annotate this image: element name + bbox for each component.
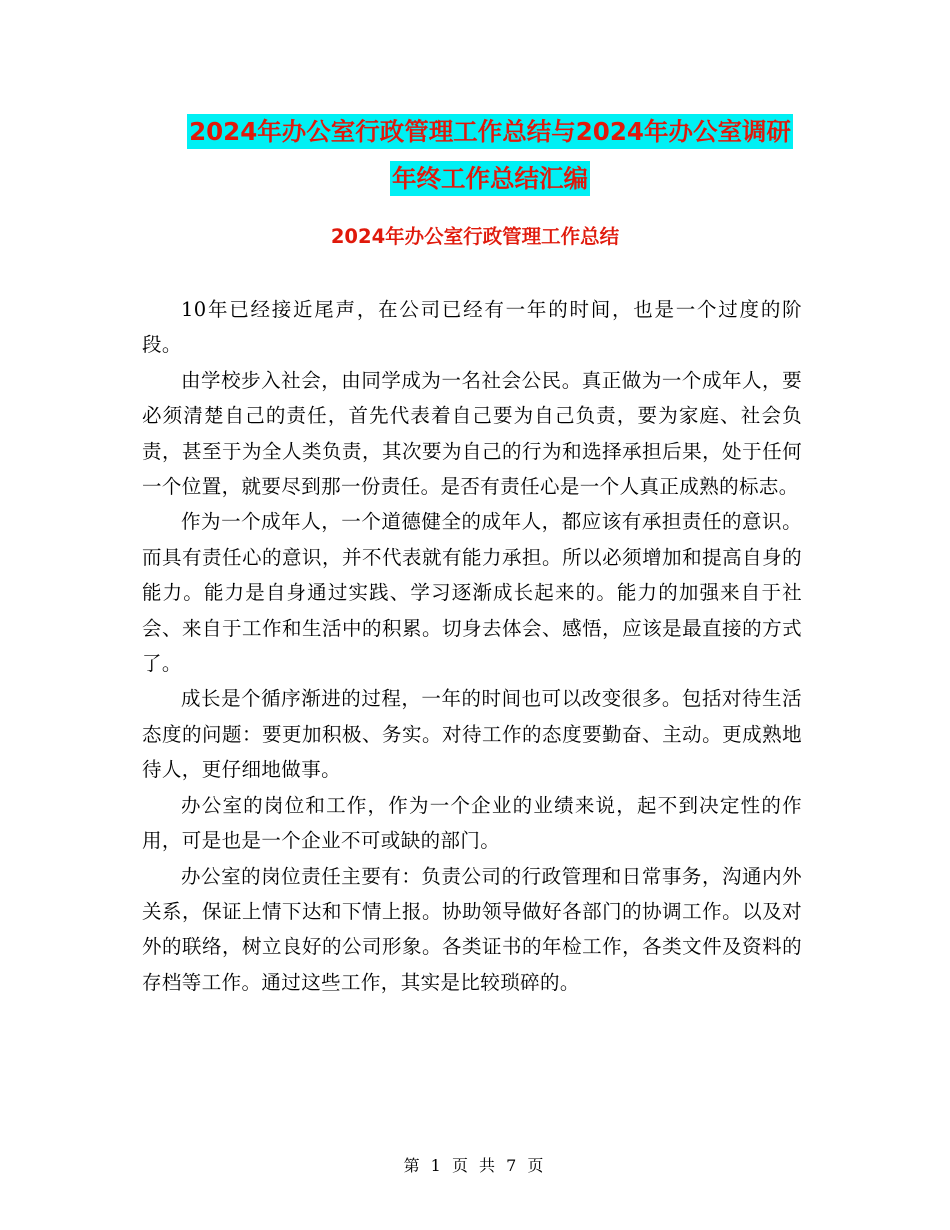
- title-line-1: 2024年办公室行政管理工作总结与2024年办公室调研: [187, 114, 793, 149]
- paragraph: 作为一个成年人，一个道德健全的成年人，都应该有承担责任的意识。而具有责任心的意识，并不代表就有能力承担。所以必须增加和提高自身的能力。能力是自身通过实践、学习逐渐成长起来的。能力的加强来自于社会、来自于工作和生活中的积累。切身去体会、感悟，应该是最直接的方式了。: [142, 510, 802, 676]
- paragraph: 成长是个循序渐进的过程，一年的时间也可以改变很多。包括对待生活态度的问题：要更加积极、务实。对待工作的态度要勤奋、主动。更成熟地待人，更仔细地做事。: [142, 687, 802, 782]
- paragraph: 10年已经接近尾声，在公司已经有一年的时间，也是一个过度的阶段。: [142, 298, 802, 357]
- page-footer: 第 1 页 共 7 页: [403, 1156, 547, 1175]
- title-line-2: 年终工作总结汇编: [390, 161, 590, 196]
- document-title: [150, 108, 830, 202]
- body-text: [142, 292, 802, 1000]
- paragraph: 办公室的岗位责任主要有：负责公司的行政管理和日常事务，沟通内外关系，保证上情下达和下情上报。协助领导做好各部门的协调工作。以及对外的联络，树立良好的公司形象。各类证书的年检工作，各类文件及资料的存档等工作。通过这些工作，其实是比较琐碎的。: [142, 864, 802, 994]
- paragraph: 办公室的岗位和工作，作为一个企业的业绩来说，起不到决定性的作用，可是也是一个企业不可或缺的部门。: [142, 793, 802, 853]
- section-title: 2024年办公室行政管理工作总结: [330, 225, 620, 248]
- paragraph: 由学校步入社会，由同学成为一名社会公民。真正做为一个成年人，要必须清楚自己的责任，首先代表着自己要为自己负责，要为家庭、社会负责，甚至于为全人类负责，其次要为自己的行为和选择承担后果，处于任何一个位置，就要尽到那一份责任。是否有责任心是一个人真正成熟的标志。: [142, 368, 802, 499]
